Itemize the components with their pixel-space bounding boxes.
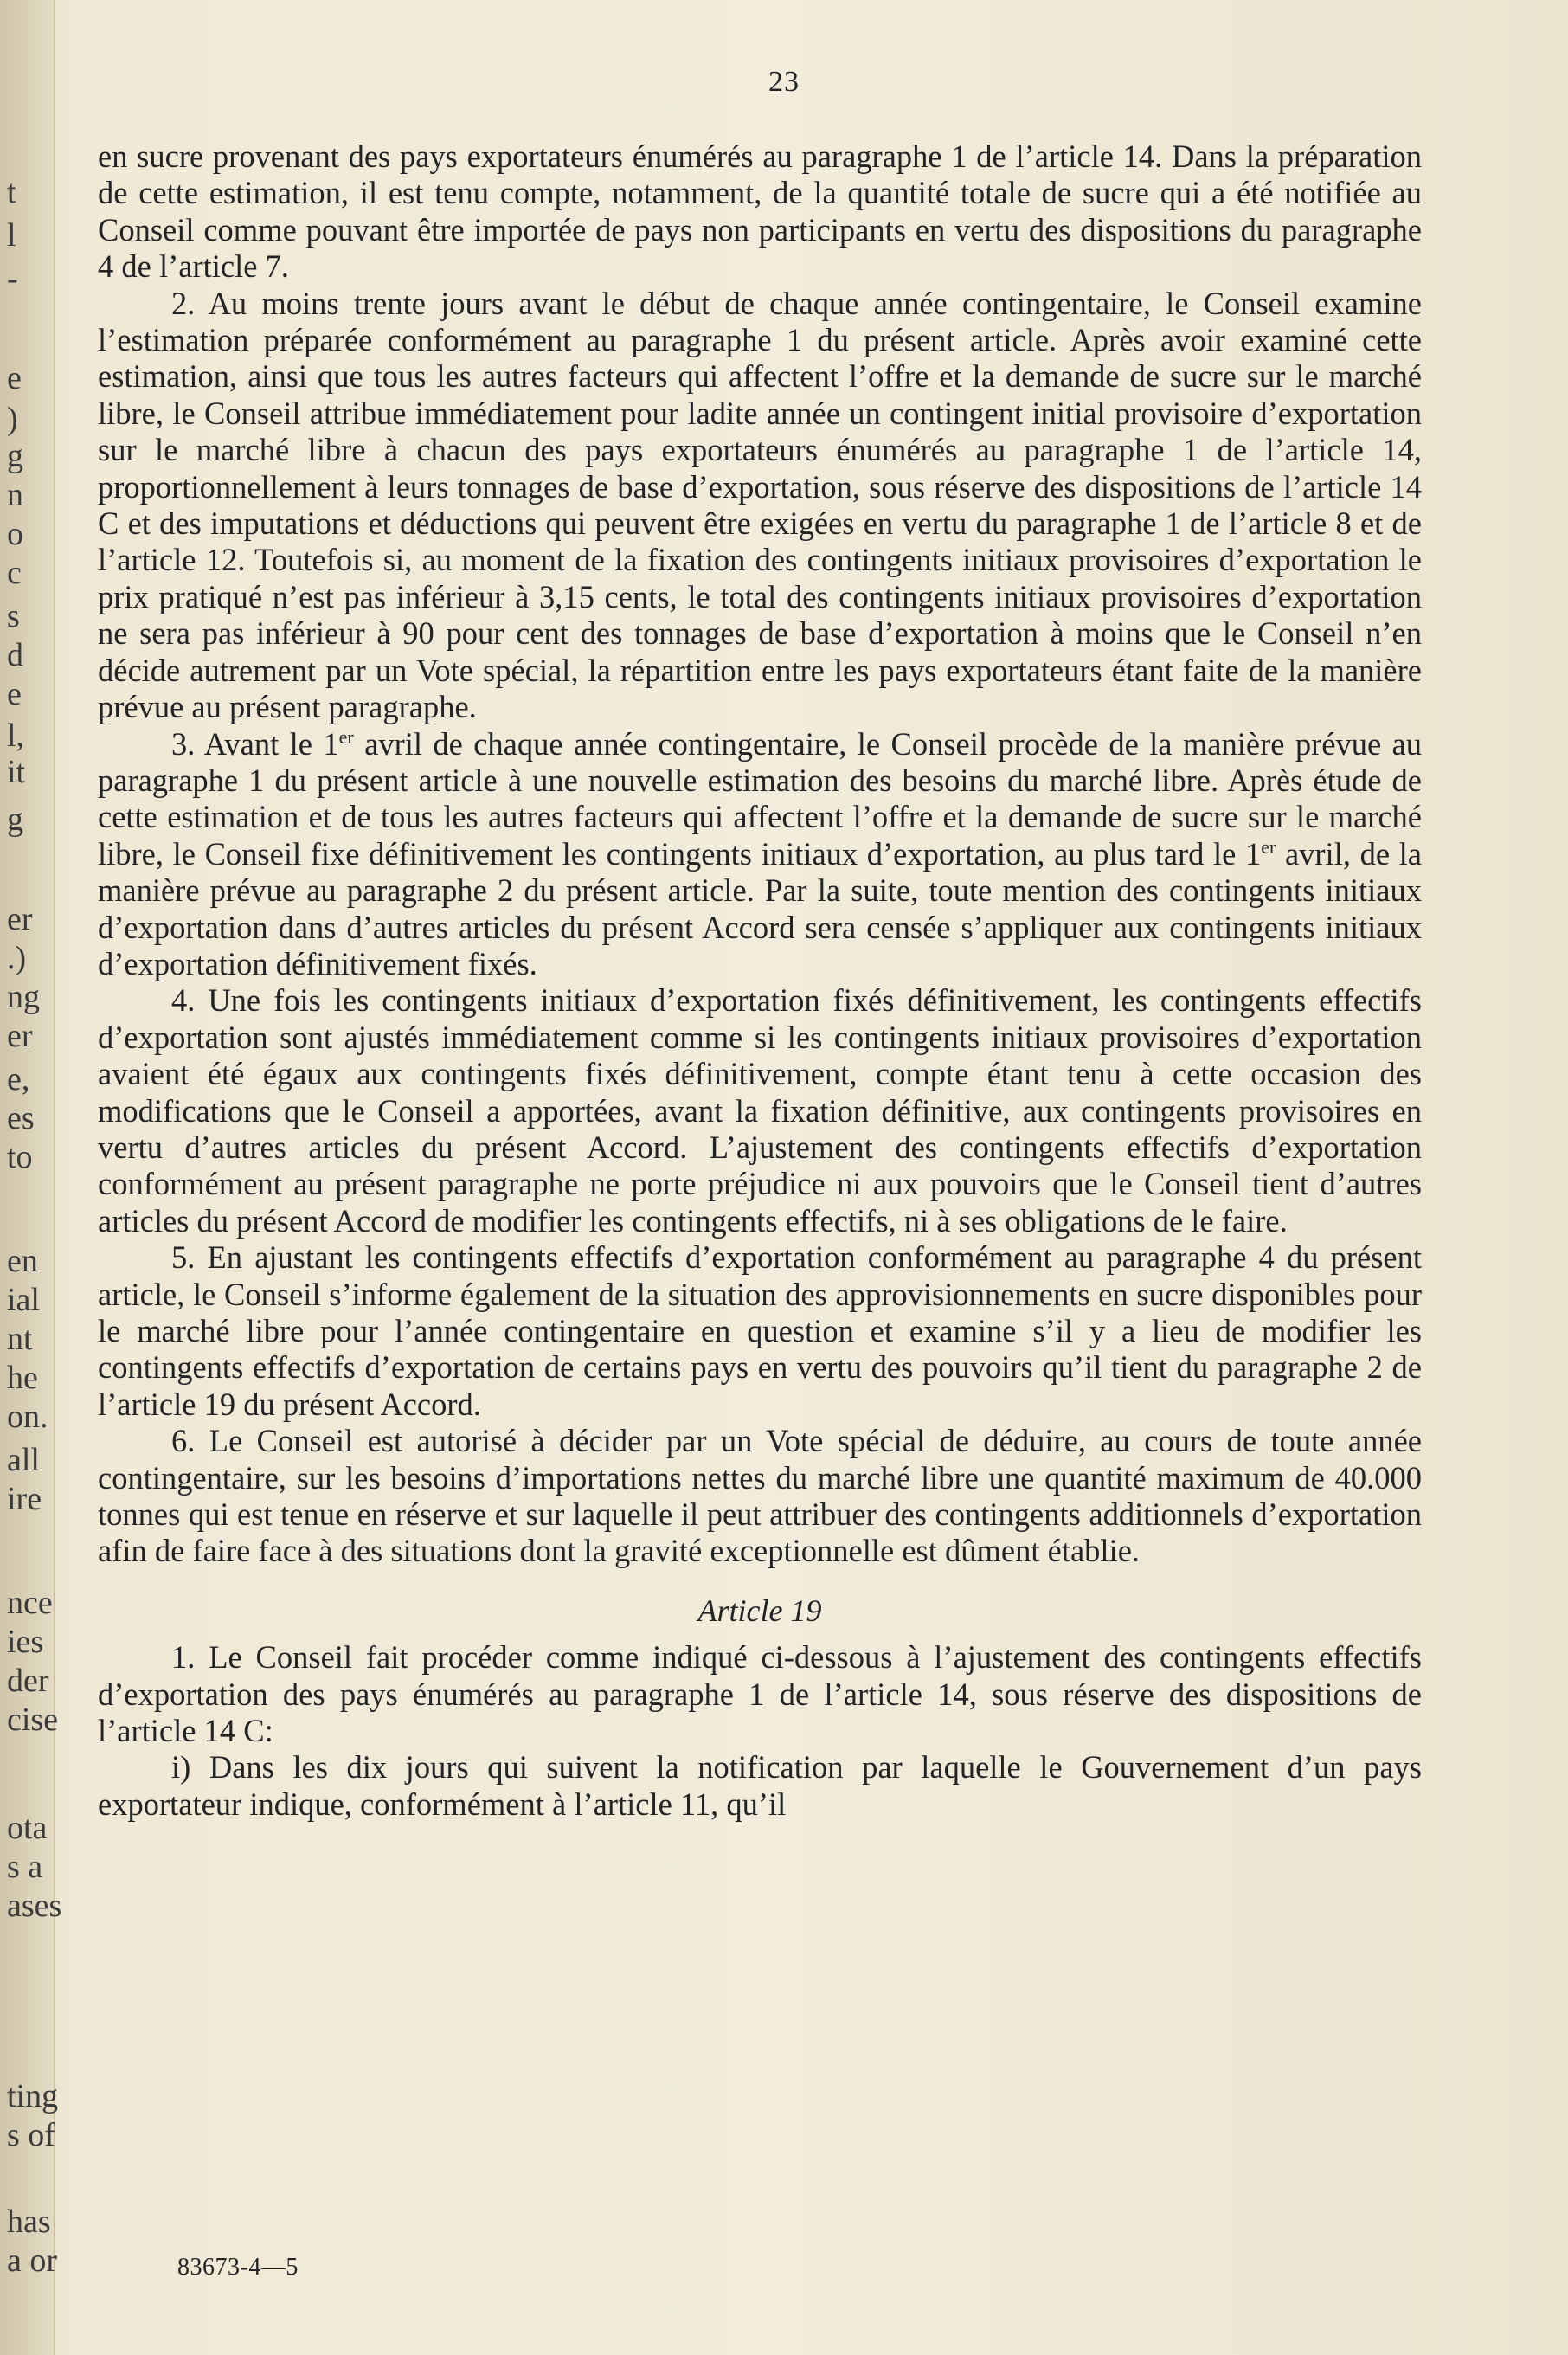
- margin-fragment: has: [7, 2204, 51, 2240]
- paragraph-continuation: en sucre provenant des pays exportateurs énumérés au paragraphe 1 de l’article 14. Dans la préparation de cette estimation, il est tenu compte, notamment, de la quantité totale de sucre qui a été notifiée au Conseil comme pouvant être importée de pays non participants en vertu des dispositions du paragraphe 4 de l’article 7.: [98, 138, 1422, 285]
- margin-fragment: n: [7, 477, 23, 513]
- margin-fragment: ases: [7, 1888, 62, 1924]
- paragraph-4: 4. Une fois les contingents initiaux d’exportation fixés définitivement, les contingents effectifs d’exportation sont ajustés immédiatement comme si les contingents initiaux provisoires d’exportation avaient été égaux aux contingents fixés définitivement, compte étant tenu à cette occasion des modifications que le Conseil a apportées, avant la fixation définitive, aux contingents provisoires en vertu d’autres articles du présent Accord. L’ajustement des contingents effectifs d’exportation conformément au présent paragraphe ne porte préjudice ni aux pouvoirs que le Conseil tient d’autres articles du présent Accord de modifier les contingents effectifs, ni à ses obligations de le faire.: [98, 982, 1422, 1239]
- margin-fragment: es: [7, 1100, 35, 1136]
- margin-fragment: o: [7, 516, 23, 552]
- margin-fragment: on.: [7, 1399, 48, 1435]
- margin-fragment: d: [7, 637, 23, 673]
- margin-fragment: e: [7, 360, 22, 396]
- article-19-paragraph-1: 1. Le Conseil fait procéder comme indiqué ci-dessous à l’ajustement des contingents effectifs d’exportation des pays énumérés au paragraphe 1 de l’article 14, sous réserve des dispositions de l’article 14 C:: [98, 1639, 1422, 1749]
- paragraph-3: [98, 726, 1422, 983]
- margin-fragment: he: [7, 1360, 38, 1396]
- margin-fragment: ): [7, 401, 18, 437]
- article-heading: Article 19: [697, 1593, 822, 1628]
- paragraph-5: 5. En ajustant les contingents effectifs d’exportation conformément au paragraphe 4 du présent article, le Conseil s’informe également de la situation des approvisionnements en sucre disponibles pour le marché libre pour l’année contingentaire en question et examine s’il y a lieu de modifier les contingents effectifs d’exportation de certains pays en vertu des pouvoirs qu’il tient du paragraphe 2 de l’article 19 du présent Accord.: [98, 1239, 1422, 1422]
- paragraph-3-part-b: avril de chaque année contingentaire, le Conseil procède de la manière prévue au paragraphe 1 du présent article à une nouvelle estimation des besoins du marché libre. Après étude de cette estimation et de tous les autres facteurs qui affectent l’offre et la demande de sucre sur le marché libre, le Conseil fixe définitivement les contingents initiaux d’exportation, au plus tard le 1: [98, 725, 1422, 872]
- margin-fragment: it: [7, 754, 26, 790]
- paragraph-3-part-a: 3. Avant le 1: [171, 725, 339, 762]
- margin-fragment: l: [7, 217, 16, 254]
- margin-fragment: er: [7, 901, 33, 937]
- margin-fragment: ng: [7, 979, 40, 1015]
- margin-fragment: t: [7, 174, 16, 210]
- margin-fragment: e: [7, 676, 22, 712]
- margin-fragment: .): [7, 940, 27, 976]
- margin-fragment: nce: [7, 1585, 53, 1621]
- margin-fragment: er: [7, 1018, 33, 1054]
- body-text: [98, 138, 1422, 1823]
- margin-fragment: -: [7, 261, 18, 297]
- margin-fragment: ota: [7, 1810, 48, 1846]
- margin-fragment: all: [7, 1442, 40, 1478]
- margin-fragment: e,: [7, 1061, 30, 1097]
- margin-fragment: g: [7, 438, 23, 474]
- margin-fragment: to: [7, 1139, 33, 1175]
- paragraph-6: 6. Le Conseil est autorisé à décider par un Vote spécial de déduire, au cours de toute année contingentaire, sur les besoins d’importations nettes du marché libre une quantité maximum de 40.000 tonnes qui est tenue en réserve et sur laquelle il peut attribuer des contingents additionnels d’exportation afin de faire face à des situations dont la gravité exceptionnelle est dûment établie.: [98, 1423, 1422, 1569]
- margin-fragment: ial: [7, 1282, 40, 1318]
- article-19-item-i: i) Dans les dix jours qui suivent la notification par laquelle le Gouvernement d’un pays exportateur indique, conformément à l’article 11, qu’il: [98, 1749, 1422, 1822]
- superscript-er: er: [1261, 835, 1276, 858]
- margin-fragment: c: [7, 555, 22, 591]
- margin-fragment: ies: [7, 1624, 44, 1660]
- adjacent-page-margin: [0, 0, 62, 2355]
- margin-fragment: en: [7, 1243, 38, 1279]
- margin-fragment: s of: [7, 2117, 55, 2153]
- margin-fragment: ire: [7, 1481, 42, 1517]
- margin-fragment: g: [7, 801, 23, 838]
- margin-fragment: l,: [7, 717, 25, 754]
- footer-code: 83673-4—5: [177, 2254, 299, 2281]
- margin-fragment: ting: [7, 2078, 59, 2114]
- margin-fragment: nt: [7, 1321, 33, 1357]
- margin-fragment: s a: [7, 1849, 43, 1885]
- paragraph-3-part-c: avril, de la manière prévue au paragraphe 2 du présent article. Par la suite, toute mention des contingents initiaux d’exportation dans d’autres articles du présent Accord sera censée s’appliquer aux contingents initiaux d’exportation définitivement fixés.: [98, 835, 1422, 981]
- superscript-er: er: [338, 725, 354, 748]
- paragraph-2: 2. Au moins trente jours avant le début de chaque année contingentaire, le Conseil examine l’estimation préparée conformément au paragraphe 1 du présent article. Après avoir examiné cette estimation, ainsi que tous les autres facteurs qui affectent l’offre et la demande de sucre sur le marché libre, le Conseil attribue immédiatement pour ladite année un contingent initial provisoire d’exportation sur le marché libre à chacun des pays exportateurs énumérés au paragraphe 1 de l’article 14, proportionnellement à leurs tonnages de base d’exportation, sous réserve des dispositions de l’article 14 C et des imputations et déductions qui peuvent être exigées en vertu du paragraphe 1 de l’article 8 et de l’article 12. Toutefois si, au moment de la fixation des contingents initiaux provisoires d’exportation le prix pratiqué n’est pas inférieur à 3,15 cents, le total des contingents initiaux provisoires d’exportation ne sera pas inférieur à 90 pour cent des tonnages de base d’exportation à moins que le Conseil n’en décide autrement par un Vote spécial, la répartition entre les pays exportateurs étant faite de la manière prévue au présent paragraphe.: [98, 285, 1422, 725]
- margin-fragment: der: [7, 1663, 49, 1699]
- margin-fragment: s: [7, 598, 20, 634]
- margin-fragment: cise: [7, 1702, 59, 1738]
- margin-fragment: a or: [7, 2242, 58, 2279]
- page-number: 23: [768, 66, 800, 98]
